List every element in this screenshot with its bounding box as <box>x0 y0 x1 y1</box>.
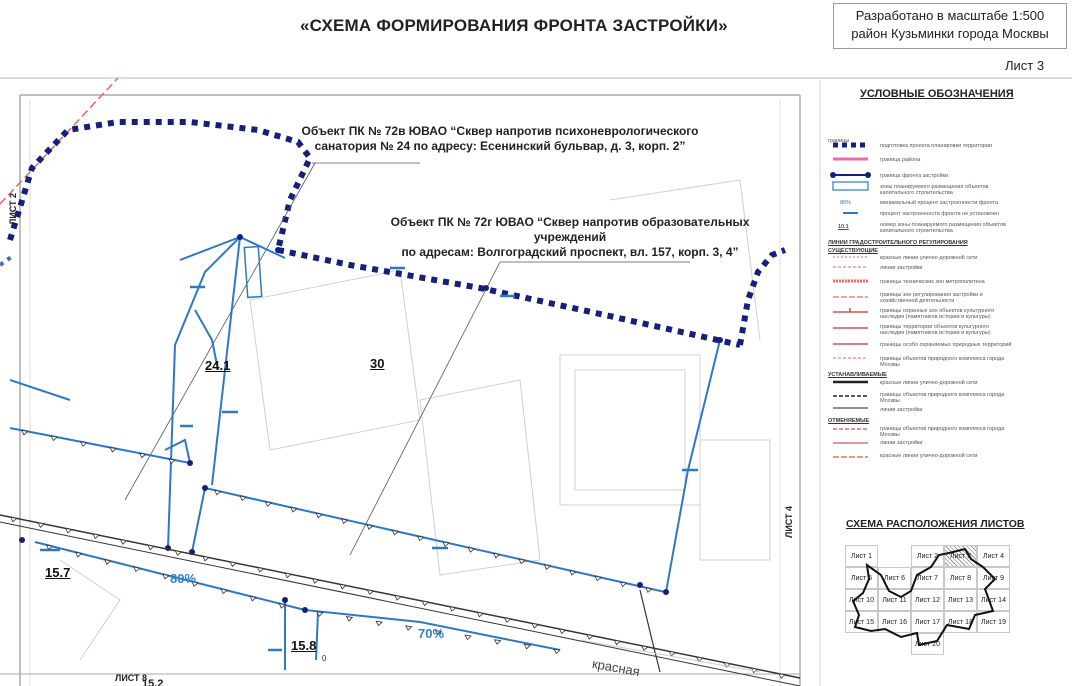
front-percent-label: 70% <box>418 626 445 641</box>
sheet-cell[interactable]: Лист 8 <box>944 567 977 589</box>
legend-item: номер зоны планируемого размещения объектов капитального строительства <box>880 222 1006 234</box>
legend-item: границы особо охраняемых природных территорий <box>880 342 1012 348</box>
sheet-cell[interactable]: Лист 13 <box>944 589 977 611</box>
legend-title: УСЛОВНЫЕ ОБОЗНАЧЕНИЯ <box>860 88 1014 100</box>
object-annotation-1 <box>300 124 700 154</box>
triangle-mark <box>11 517 17 522</box>
triangle-mark <box>175 551 181 556</box>
adjacent-sheet-label[interactable]: ЛИСТ 4 <box>784 505 794 538</box>
legend-symbol-text: 10.1 <box>838 224 849 230</box>
triangle-mark <box>340 584 346 589</box>
triangle-mark <box>313 579 319 584</box>
triangle-mark <box>554 649 560 653</box>
object-annotation-line: по адресам: Волгоградский проспект, вл. 157, корп. 3, 4” <box>401 245 739 259</box>
zone-label: 30 <box>370 356 385 371</box>
boundary-nodes <box>19 234 723 613</box>
triangle-mark <box>422 601 428 606</box>
triangle-mark <box>532 623 538 628</box>
triangle-mark <box>406 626 412 630</box>
triangle-mark <box>642 646 648 651</box>
legend-item: красные линии улично-дорожной сети <box>880 255 978 261</box>
triangle-mark <box>376 621 382 625</box>
legend-item: красные линии улично-дорожной сети <box>880 453 978 459</box>
triangle-mark <box>495 640 501 644</box>
zone-label: 24.1 <box>205 358 231 373</box>
scale-line: Разработано в масштабе 1:500 <box>855 8 1045 23</box>
sheet-cell[interactable]: Лист 7 <box>911 567 944 589</box>
triangle-mark <box>465 635 471 639</box>
legend-item: границы объектов природного комплекса города Москвы <box>880 426 1005 438</box>
legend-symbols <box>828 130 878 465</box>
object-annotation-line: санатория № 24 по адресу: Есенинский бульвар, д. 3, корп. 2” <box>314 139 686 153</box>
legend-item: границы технических зон метрополитена <box>880 279 985 285</box>
sheet-cell[interactable]: Лист 16 <box>878 611 911 633</box>
sheet-cell[interactable]: Лист 18 <box>944 611 977 633</box>
legend-item: линии застройки <box>880 440 923 446</box>
triangle-mark <box>395 595 401 600</box>
legend-item: границы территории объектов культурного наследия (памятников истории и культуры) <box>880 324 991 336</box>
triangle-mark <box>367 590 373 595</box>
front-percent-label: 80% <box>170 571 197 586</box>
legend-symbol-text: 80% <box>840 200 852 206</box>
legend-item: границы объектов природного комплекса города Москвы <box>880 356 1005 368</box>
object-annotation-line: Объект ПК № 72в ЮВАО “Сквер напротив психоневрологического <box>301 124 699 138</box>
triangle-mark <box>38 523 44 528</box>
zone-label: 15.8 <box>291 638 317 653</box>
legend-subheading: УСТАНАВЛИВАЕМЫЕ <box>828 372 887 378</box>
triangle-mark <box>505 618 511 623</box>
legend-item: минимальный процент застроенности фронта <box>880 200 999 206</box>
sheet-cell[interactable]: Лист 6 <box>878 567 911 589</box>
triangle-mark <box>587 635 593 640</box>
triangle-mark <box>524 644 530 648</box>
sheet-cell[interactable]: Лист 10 <box>845 589 878 611</box>
legend-subheading: ОТМЕНЯЕМЫЕ <box>828 418 870 424</box>
triangle-mark <box>121 540 127 545</box>
planning-boundary <box>0 255 14 265</box>
sheet-cell[interactable]: Лист 19 <box>977 611 1010 633</box>
sheet-number: Лист 3 <box>1005 58 1045 73</box>
legend-item: зоны планируемого размещения объектов капитального строительства <box>880 184 989 196</box>
sheet-cell[interactable]: Лист 11 <box>878 589 911 611</box>
legend-item: граница района <box>880 157 921 163</box>
legend-heading: границы <box>828 138 850 144</box>
legend-item: процент застроенности фронта не установлен <box>880 211 999 217</box>
sheet-layout-grid <box>845 545 1045 675</box>
legend-subheading: СУЩЕСТВУЮЩИЕ <box>828 248 878 254</box>
legend-subheading: ЛИНИИ ГРАДОСТРОИТЕЛЬНОГО РЕГУЛИРОВАНИЯ <box>828 240 968 246</box>
legend-item: граница фронта застройки <box>880 173 949 179</box>
zone-label-cut: 15.2 <box>142 678 164 686</box>
triangle-mark <box>614 640 620 645</box>
building-line-marks <box>11 430 785 678</box>
sheet-cell[interactable]: Лист 17 <box>911 611 944 633</box>
triangle-mark <box>560 629 566 634</box>
triangle-mark <box>203 556 209 561</box>
sheet-cell[interactable]: Лист 1 <box>845 545 878 567</box>
triangle-mark <box>258 568 264 573</box>
legend-item: линии застройки <box>880 407 923 413</box>
triangle-mark <box>110 447 116 451</box>
legend-item: границы охранных зон объектов культурного наследия (памятников истории и культуры) <box>880 308 995 320</box>
adjacent-sheet-label[interactable]: ЛИСТ 8 <box>115 673 148 683</box>
object-annotation-line: Объект ПК № 72г ЮВАО “Сквер напротив образовательных учреждений <box>390 215 750 244</box>
sheet-cell[interactable]: Лист 9 <box>977 567 1010 589</box>
sheet-cell[interactable]: Лист 5 <box>845 567 878 589</box>
triangle-mark <box>669 651 675 656</box>
triangle-mark <box>148 545 154 550</box>
triangle-mark <box>450 607 456 612</box>
triangle-mark <box>169 459 175 463</box>
triangle-mark <box>93 534 99 539</box>
sheet-cell-current[interactable]: Лист 3 <box>944 545 977 567</box>
small-mark: 0 <box>322 654 327 663</box>
district-outline <box>845 545 1015 657</box>
district-line: район Кузьминки города Москвы <box>851 26 1049 41</box>
triangle-mark <box>66 528 72 533</box>
sheet-cell[interactable]: Лист 20 <box>911 633 944 655</box>
page-title: «СХЕМА ФОРМИРОВАНИЯ ФРОНТА ЗАСТРОЙКИ» <box>300 16 728 35</box>
triangle-mark <box>51 436 57 440</box>
sheet-cell[interactable]: Лист 14 <box>977 589 1010 611</box>
triangle-mark <box>230 562 236 567</box>
triangle-mark <box>22 430 28 434</box>
triangle-mark <box>346 617 352 621</box>
sheet-cell[interactable]: Лист 4 <box>977 545 1010 567</box>
triangle-mark <box>477 612 483 617</box>
building-footprint <box>244 247 261 298</box>
zone-label: 15.7 <box>45 565 71 580</box>
legend-item: красные линии улично-дорожной сети <box>880 380 978 386</box>
sheet-cell[interactable]: Лист 12 <box>911 589 944 611</box>
triangle-mark <box>285 573 291 578</box>
sheet-layout-title: СХЕМА РАСПОЛОЖЕНИЯ ЛИСТОВ <box>846 518 1025 530</box>
triangle-mark <box>140 453 146 457</box>
sheet-cell[interactable]: Лист 15 <box>845 611 878 633</box>
legend-item: границы зон регулирования застройки и хозяйственной деятельности <box>880 292 983 304</box>
street-name: красная <box>591 655 642 680</box>
triangle-mark <box>81 442 87 446</box>
legend-item: подготовка проекта планировки территории <box>880 143 992 149</box>
legend-item: линии застройки <box>880 265 923 271</box>
legend-item: границы объектов природного комплекса города Москвы <box>880 392 1005 404</box>
adjacent-sheet-label[interactable]: ЛИСТ 2 <box>8 192 18 225</box>
object-annotation-2 <box>360 215 780 260</box>
sheet-cell[interactable]: Лист 2 <box>911 545 944 567</box>
